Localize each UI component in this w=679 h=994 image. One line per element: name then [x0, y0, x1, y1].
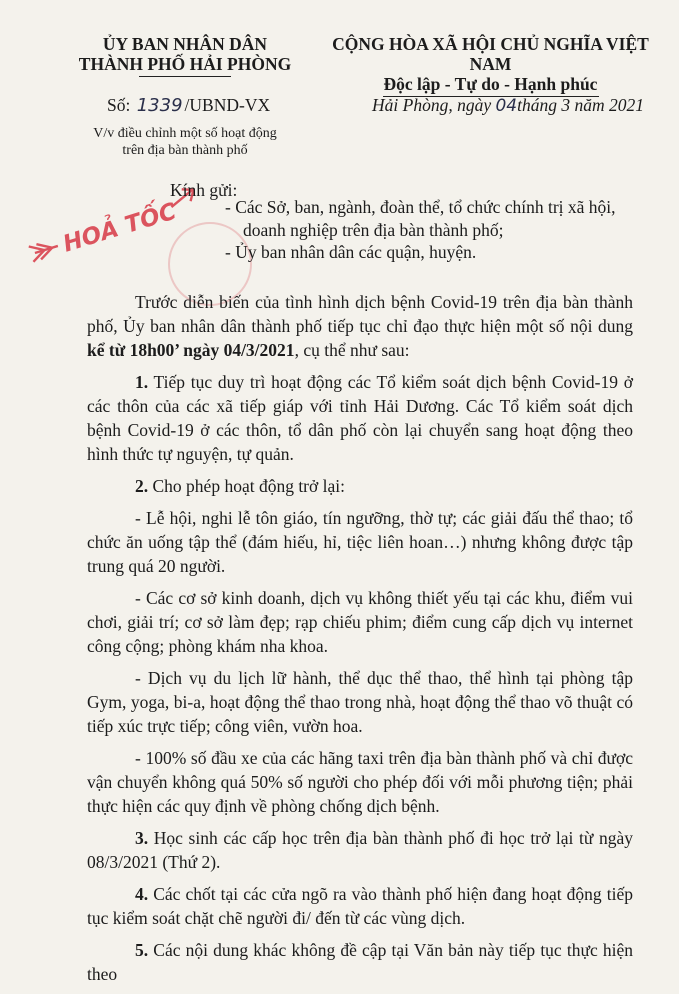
authority-underline: [139, 76, 231, 77]
urgent-stamp-text: HOẢ TỐC: [60, 198, 180, 258]
document-body: [87, 290, 633, 994]
clause-3-text: Học sinh các cấp học trên địa bàn thành phố đi học trở lại từ ngày 08/3/2021 (Thứ 2).: [87, 828, 633, 872]
place-date-post: tháng 3 năm 2021: [517, 95, 644, 115]
clause-2-item-d: - 100% số đầu xe của các hãng taxi trên địa bàn thành phố và chỉ được vận chuyển không quá 50% số người cho phép đối với mỗi phương tiện; phải thực hiện các quy định về phòng chống dịch bệnh.: [87, 748, 633, 816]
issuing-authority: [70, 34, 300, 77]
nation-motto: Độc lập - Tự do - Hạnh phúc: [383, 74, 598, 94]
recipient-item-2: - Ủy ban nhân dân các quận, huyện.: [225, 242, 477, 262]
clause-5-text: Các nội dung khác không đề cập tại Văn bản này tiếp tục thực hiện theo: [87, 940, 633, 984]
recipients-label: Kính gửi:: [170, 180, 238, 200]
clause-2-text: Cho phép hoạt động trở lại:: [148, 476, 345, 496]
clause-1: [87, 370, 633, 466]
doc-number-suffix: /UBND-VX: [184, 95, 271, 115]
authority-line1: ỦY BAN NHÂN DÂN: [102, 34, 268, 54]
clause-2-item-c: - Dịch vụ du lịch lữ hành, thể dục thể thao, thể hình tại phòng tập Gym, yoga, bi-a, hoạt động thể thao trong nhà, hoạt động thể thao võ thuật có tiếp xúc trực tiếp; công viên, vườn hoa.: [87, 668, 633, 736]
intro-text: Trước diễn biến của tình hình dịch bệnh Covid-19 trên địa bàn thành phố, Ủy ban nhân dân thành phố tiếp tục chỉ đạo thực hiện một số nội dung: [87, 292, 633, 336]
clause-2: [87, 474, 633, 498]
recipient-item-1: - Các Sở, ban, ngành, đoàn thể, tổ chức chính trị xã hội,: [225, 197, 616, 217]
clause-1-number: 1.: [135, 372, 149, 392]
clause-3-number: 3.: [135, 828, 149, 848]
clause-2-item-b: - Các cơ sở kinh doanh, dịch vụ không thiết yếu tại các khu, điểm vui chơi, giải trí; cơ sở làm đẹp; rạp chiếu phim; điểm cung cấp dịch vụ internet công cộng; phòng khám nha khoa.: [87, 588, 633, 656]
subject-line1: V/v điều chỉnh một số hoạt động: [93, 126, 277, 141]
place-date: [372, 95, 644, 116]
clause-4-number: 4.: [135, 884, 149, 904]
intro-effective-time: kể từ 18h00’ ngày 04/3/2021: [87, 340, 295, 360]
intro-paragraph: [87, 290, 633, 362]
clause-4: [87, 882, 633, 930]
authority-line2: THÀNH PHỐ HẢI PHÒNG: [78, 54, 292, 74]
clause-2-item-a: - Lễ hội, nghi lễ tôn giáo, tín ngưỡng, thờ tự; các giải đấu thể thao; tổ chức ăn uống tập thể (đám hiếu, hỉ, tiệc liên hoan…) nhưng không được tập trung quá 20 người.: [87, 508, 633, 576]
clause-1-text: Tiếp tục duy trì hoạt động các Tổ kiểm soát dịch bệnh Covid-19 ở các thôn của các xã tiếp giáp với tỉnh Hải Dương. Các Tổ kiểm soát dịch bệnh Covid-19 ở các thôn, tổ dân phố còn lại chuyển sang hoạt động theo hình thức tự nguyện, tự quản.: [87, 372, 633, 464]
clause-2-number: 2.: [135, 476, 149, 496]
clause-3: [87, 826, 633, 874]
national-motto: [318, 34, 663, 97]
place-date-pre: Hải Phòng, ngày: [372, 95, 492, 115]
doc-number-prefix: Số:: [107, 95, 131, 115]
place-date-day: 04: [495, 96, 518, 116]
recipients-list: [225, 196, 645, 264]
doc-number-handwritten: 1339: [136, 95, 183, 116]
document-number: [107, 95, 270, 116]
clause-5-number: 5.: [135, 940, 149, 960]
subject-line2: trên địa bàn thành phố: [122, 143, 248, 158]
document-subject: [70, 125, 300, 159]
recipient-item-1-cont: doanh nghiệp trên địa bàn thành phố;: [243, 219, 504, 240]
clause-4-text: Các chốt tại các cửa ngõ ra vào thành phố hiện đang hoạt động tiếp tục kiểm soát chặt chẽ người đi/ đến từ các vùng dịch.: [87, 884, 633, 928]
clause-5: [87, 938, 633, 986]
nation-title: CỘNG HÒA XÃ HỘI CHỦ NGHĨA VIỆT NAM: [332, 34, 649, 74]
intro-text-end: , cụ thể như sau:: [294, 340, 410, 360]
